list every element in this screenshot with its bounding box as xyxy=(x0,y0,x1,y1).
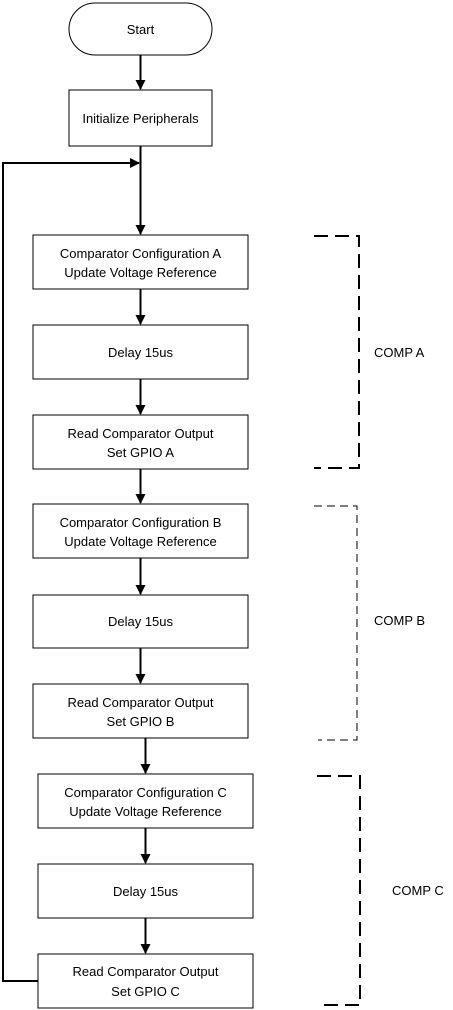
comp-a-read-line2: Set GPIO A xyxy=(106,445,175,460)
comp-a-read-line1: Read Comparator Output xyxy=(67,426,214,441)
comp-b-read-line1: Read Comparator Output xyxy=(67,695,214,710)
comp-c-config-line1: Comparator Configuration C xyxy=(64,785,227,800)
comp-b-read-box xyxy=(33,684,248,738)
comp-a-config-line1: Comparator Configuration A xyxy=(59,246,222,261)
comp-b-label: COMP B xyxy=(374,613,426,628)
comp-a-delay-label: Delay 15us xyxy=(107,345,174,360)
comp-b-config-line2: Update Voltage Reference xyxy=(64,534,217,549)
comp-b-read-line2: Set GPIO B xyxy=(106,714,175,729)
comp-b-config-line1: Comparator Configuration B xyxy=(59,515,222,530)
comp-c-bracket xyxy=(317,776,360,1005)
comp-c-config-box xyxy=(38,774,253,828)
comp-b-bracket xyxy=(314,506,357,740)
comp-b-delay-label: Delay 15us xyxy=(107,614,174,629)
comp-a-read-box xyxy=(33,415,248,469)
comp-b-config-box xyxy=(33,504,248,558)
comp-a-label: COMP A xyxy=(374,345,425,360)
comp-c-read-line2: Set GPIO C xyxy=(111,984,180,999)
init-peripherals-label: Initialize Peripherals xyxy=(82,111,199,126)
comp-c-config-line2: Update Voltage Reference xyxy=(69,804,222,819)
comp-a-config-box xyxy=(33,235,248,289)
comp-a-bracket xyxy=(314,236,359,468)
comp-c-read-line1: Read Comparator Output xyxy=(72,964,219,979)
comp-c-delay-label: Delay 15us xyxy=(112,884,179,899)
comp-c-read-box xyxy=(38,954,253,1008)
start-label: Start xyxy=(126,22,155,37)
comp-c-label: COMP C xyxy=(392,883,444,898)
comp-a-config-line2: Update Voltage Reference xyxy=(64,265,217,280)
